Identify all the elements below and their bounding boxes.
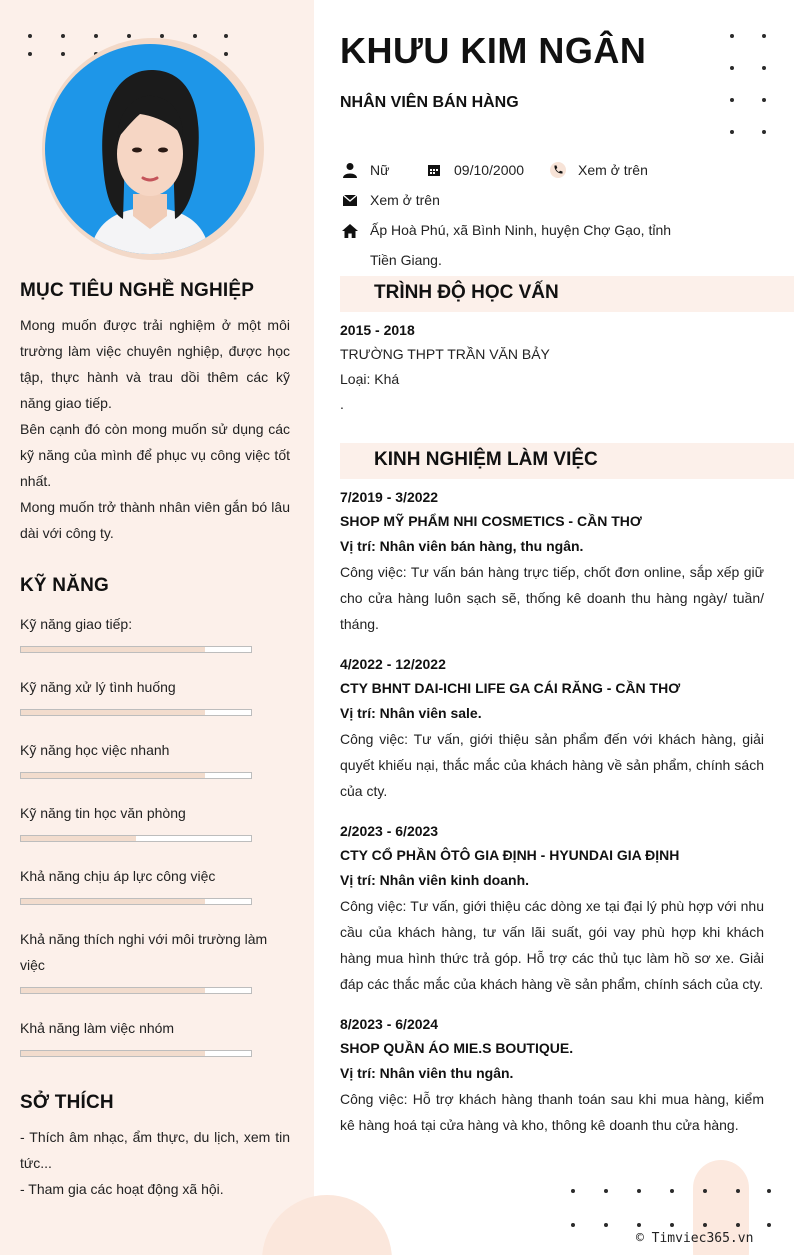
- info-gender: [342, 162, 389, 178]
- objective-title: MỤC TIÊU NGHỀ NGHIỆP: [20, 280, 255, 301]
- skill-bar: [20, 709, 252, 716]
- info-email: [342, 192, 440, 208]
- profile-photo: [45, 44, 255, 254]
- education-school: TRƯỜNG THPT TRẦN VĂN BẢY: [340, 346, 550, 362]
- job-description: Công việc: Tư vấn, giới thiệu sản phẩm đến với khách hàng, giải quyết khiếu nại, thắc mắc của khách hàng về sản phẩm, chính sách của cty.: [340, 731, 764, 799]
- info-address: [342, 222, 702, 275]
- skill-bar-fill: [21, 710, 205, 715]
- job-position: Vị trí: Nhân viên bán hàng, thu ngân.: [340, 538, 584, 554]
- skill-bar-fill: [21, 1051, 205, 1056]
- decor-circle: [262, 1195, 392, 1255]
- skills-title: KỸ NĂNG: [20, 575, 110, 596]
- skill-bar-fill: [21, 836, 136, 841]
- experience-title: KINH NGHIỆM LÀM VIỆC: [374, 449, 598, 470]
- job-company: SHOP MỸ PHẨM NHI COSMETICS - CẦN THƠ: [340, 513, 642, 529]
- education-period: 2015 - 2018: [340, 322, 415, 338]
- skill-bar-fill: [21, 899, 205, 904]
- skill-bar-fill: [21, 647, 205, 652]
- address-value: Ấp Hoà Phú, xã Bình Ninh, huyện Chợ Gạo, tỉnh Tiền Giang.: [370, 222, 672, 268]
- skill-bar: [20, 646, 252, 653]
- job-company: CTY BHNT DAI-ICHI LIFE GA CÁI RĂNG - CẦN THƠ: [340, 680, 681, 696]
- skill-label: Kỹ năng tin học văn phòng: [20, 805, 186, 821]
- skill-bar: [20, 835, 252, 842]
- info-phone: [550, 162, 648, 178]
- job-period: 2/2023 - 6/2023: [340, 823, 439, 839]
- objective-paragraph: Bên cạnh đó còn mong muốn sử dụng các kỹ năng của mình để phục vụ công việc tốt nhất.: [20, 421, 290, 489]
- job-position: Vị trí: Nhân viên kinh doanh.: [340, 872, 530, 888]
- objective-paragraph: Mong muốn được trải nghiệm ở một môi trường làm việc chuyên nghiệp, được học tập, thực hành và trau dồi thêm các kỹ năng giao tiếp.: [20, 317, 290, 411]
- job-period: 4/2022 - 12/2022: [340, 656, 446, 672]
- skill-label: Kỹ năng học việc nhanh: [20, 742, 170, 758]
- experience-header: [340, 443, 794, 479]
- hobby-item: - Tham gia các hoạt động xã hội.: [20, 1181, 224, 1197]
- candidate-role: NHÂN VIÊN BÁN HÀNG: [340, 94, 519, 111]
- job-position: Vị trí: Nhân viên thu ngân.: [340, 1065, 514, 1081]
- skill-bar: [20, 1050, 252, 1057]
- email-value: Xem ở trên: [370, 192, 440, 208]
- skill-label: Khả năng thích nghi với môi trường làm việc: [20, 931, 268, 973]
- job-period: 8/2023 - 6/2024: [340, 1016, 439, 1032]
- skill-label: Kỹ năng giao tiếp:: [20, 616, 133, 632]
- calendar-icon: [426, 162, 442, 178]
- skill-bar: [20, 987, 252, 994]
- envelope-icon: [342, 192, 358, 208]
- phone-value: Xem ở trên: [578, 162, 648, 178]
- phone-icon: [550, 162, 566, 178]
- watermark: © Timviec365.vn: [636, 1231, 754, 1246]
- portrait-illustration: [45, 44, 255, 254]
- candidate-name: KHƯU KIM NGÂN: [340, 30, 647, 71]
- home-icon: [342, 223, 358, 239]
- job-description: Công việc: Tư vấn, giới thiệu các dòng xe tại đại lý phù hợp với nhu cầu của khách hàng, tư vấn lãi suất, gói vay phù hợp khi khách hàng mua hình thức trả góp. Hỗ trợ các thủ tục làm hồ sơ xe. Giải đáp các thắc mắc của khách hàng về sản phẩm, chính sách của cty.: [340, 898, 764, 992]
- sidebar: [0, 0, 314, 1255]
- info-dob: [426, 162, 524, 178]
- skill-label: Khả năng làm việc nhóm: [20, 1020, 175, 1036]
- skill-label: Kỹ năng xử lý tình huống: [20, 679, 176, 695]
- job-position: Vị trí: Nhân viên sale.: [340, 705, 482, 721]
- education-note: .: [340, 396, 344, 412]
- person-icon: [342, 162, 358, 178]
- dob-value: 09/10/2000: [454, 162, 525, 178]
- job-period: 7/2019 - 3/2022: [340, 489, 439, 505]
- objective-paragraph: Mong muốn trở thành nhân viên gắn bó lâu dài với công ty.: [20, 499, 290, 541]
- decor-dots-top-right: [720, 0, 780, 140]
- hobby-item: - Thích âm nhạc, ẩm thực, du lịch, xem tin tức...: [20, 1129, 290, 1171]
- education-header: [340, 276, 794, 312]
- hobbies-list: [20, 1124, 290, 1202]
- skill-bar: [20, 772, 252, 779]
- hobbies-title: SỞ THÍCH: [20, 1092, 114, 1113]
- education-title: TRÌNH ĐỘ HỌC VẤN: [374, 282, 559, 303]
- job-company: CTY CỔ PHẦN ÔTÔ GIA ĐỊNH - HYUNDAI GIA ĐỊNH: [340, 847, 680, 863]
- objective-text: [20, 312, 290, 546]
- job-company: SHOP QUẦN ÁO MIE.S BOUTIQUE.: [340, 1040, 574, 1056]
- skill-bar: [20, 898, 252, 905]
- skill-bar-fill: [21, 988, 205, 993]
- education-grade: Loại: Khá: [340, 371, 400, 387]
- skill-bar-fill: [21, 773, 205, 778]
- gender-value: Nữ: [370, 162, 390, 178]
- job-description: Công việc: Tư vấn bán hàng trực tiếp, chốt đơn online, sắp xếp giữ cho cửa hàng luôn sạch sẽ, thống kê doanh thu hàng ngày/ tuần/ tháng.: [340, 564, 764, 632]
- job-description: Công việc: Hỗ trợ khách hàng thanh toán sau khi mua hàng, kiểm kê hàng hoá tại cửa hàng và kho, thông kê doanh thu cửa hàng.: [340, 1091, 764, 1133]
- skill-label: Khả năng chịu áp lực công việc: [20, 868, 216, 884]
